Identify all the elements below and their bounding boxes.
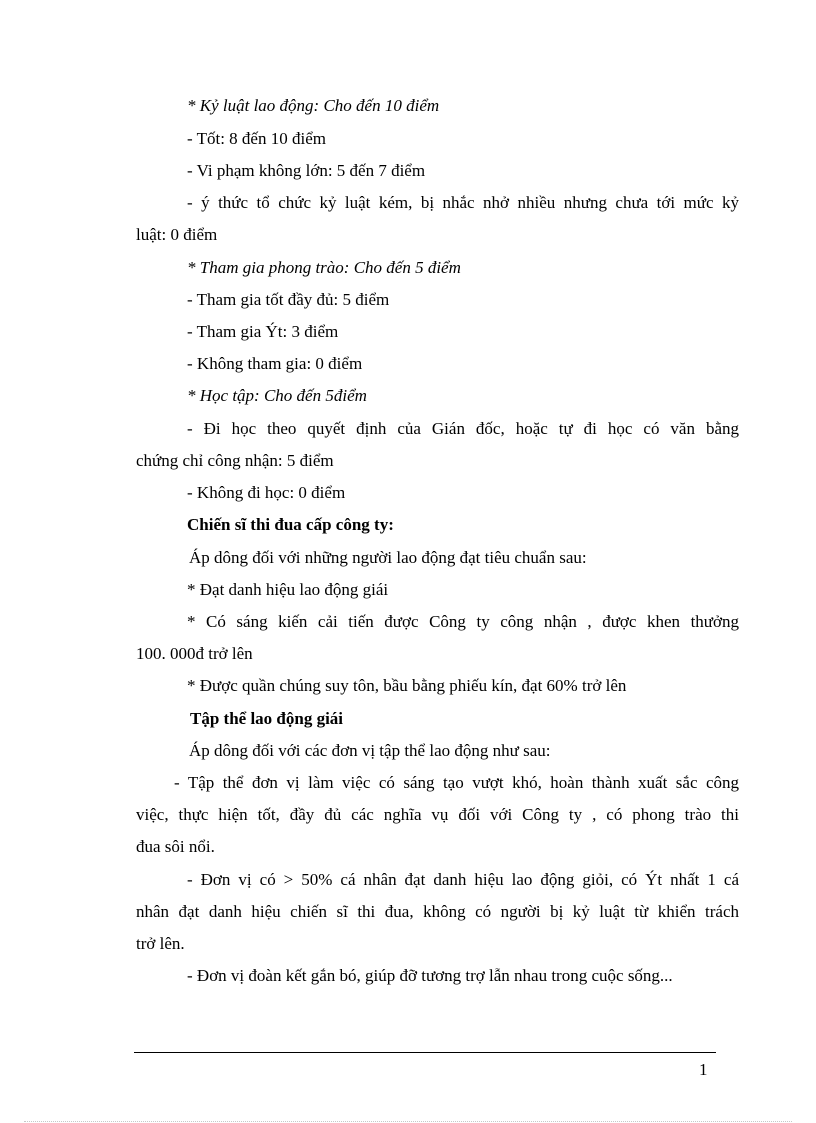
- list-item-continuation: luật: 0 điểm: [136, 225, 218, 244]
- list-item: - Không đi học: 0 điểm: [187, 483, 346, 502]
- list-item: - Đi học theo quyết định của Gián đốc, hoặc tự đi học có văn bằng: [187, 419, 739, 438]
- section-heading-emulation-soldier: Chiến sĩ thi đua cấp công ty:: [187, 515, 394, 534]
- list-item: * Được quần chúng suy tôn, bầu bằng phiếu kín, đạt 60% trở lên: [187, 676, 627, 695]
- criterion-heading-study: * Học tập: Cho đến 5điểm: [187, 386, 367, 405]
- list-item: - Đơn vị có > 50% cá nhân đạt danh hiệu lao động giỏi, có Ýt nhất 1 cá: [187, 870, 739, 889]
- criterion-heading-movement: * Tham gia phong trào: Cho đến 5 điểm: [187, 258, 461, 277]
- list-item-continuation: đua sôi nổi.: [136, 837, 215, 856]
- list-item-continuation: nhân đạt danh hiệu chiến sĩ thi đua, không có người bị kỷ luật từ khiển trách: [136, 902, 739, 921]
- list-item: - ý thức tổ chức kỷ luật kém, bị nhắc nhở nhiều nhưng chưa tới mức kỷ: [187, 193, 739, 212]
- page-bottom-edge: [24, 1121, 792, 1122]
- list-item: - Vi phạm không lớn: 5 đến 7 điểm: [187, 161, 426, 180]
- footer-divider: [134, 1052, 716, 1053]
- list-item: * Đạt danh hiệu lao động giái: [187, 580, 389, 599]
- list-item: - Tham gia tốt đầy đủ: 5 điểm: [187, 290, 390, 309]
- list-item: - Đơn vị đoàn kết gắn bó, giúp đỡ tương trợ lẫn nhau trong cuộc sống...: [187, 966, 673, 985]
- list-item-continuation: chứng chỉ công nhận: 5 điểm: [136, 451, 334, 470]
- section-heading-good-collective: Tập thể lao động giái: [190, 709, 344, 728]
- list-item: - Không tham gia: 0 điểm: [187, 354, 363, 373]
- list-item-continuation: 100. 000đ trở lên: [136, 644, 253, 663]
- list-item: - Tham gia Ýt: 3 điểm: [187, 322, 339, 341]
- list-item-continuation: việc, thực hiện tốt, đầy đủ các nghĩa vụ đối với Công ty , có phong trào thi: [136, 805, 739, 824]
- criterion-heading-discipline: * Kỷ luật lao động: Cho đến 10 điểm: [187, 96, 440, 115]
- list-item: * Có sáng kiến cải tiến được Công ty công nhận , được khen thưởng: [187, 612, 739, 631]
- list-item: - Tốt: 8 đến 10 điểm: [187, 129, 326, 148]
- list-item-continuation: trở lên.: [136, 934, 185, 953]
- paragraph: Áp dông đối với những người lao động đạt tiêu chuẩn sau:: [189, 548, 587, 567]
- list-item: - Tập thể đơn vị làm việc có sáng tạo vượt khó, hoàn thành xuất sắc công: [174, 773, 739, 792]
- paragraph: Áp dông đối với các đơn vị tập thể lao động như sau:: [189, 741, 551, 760]
- page-number: 1: [699, 1060, 708, 1079]
